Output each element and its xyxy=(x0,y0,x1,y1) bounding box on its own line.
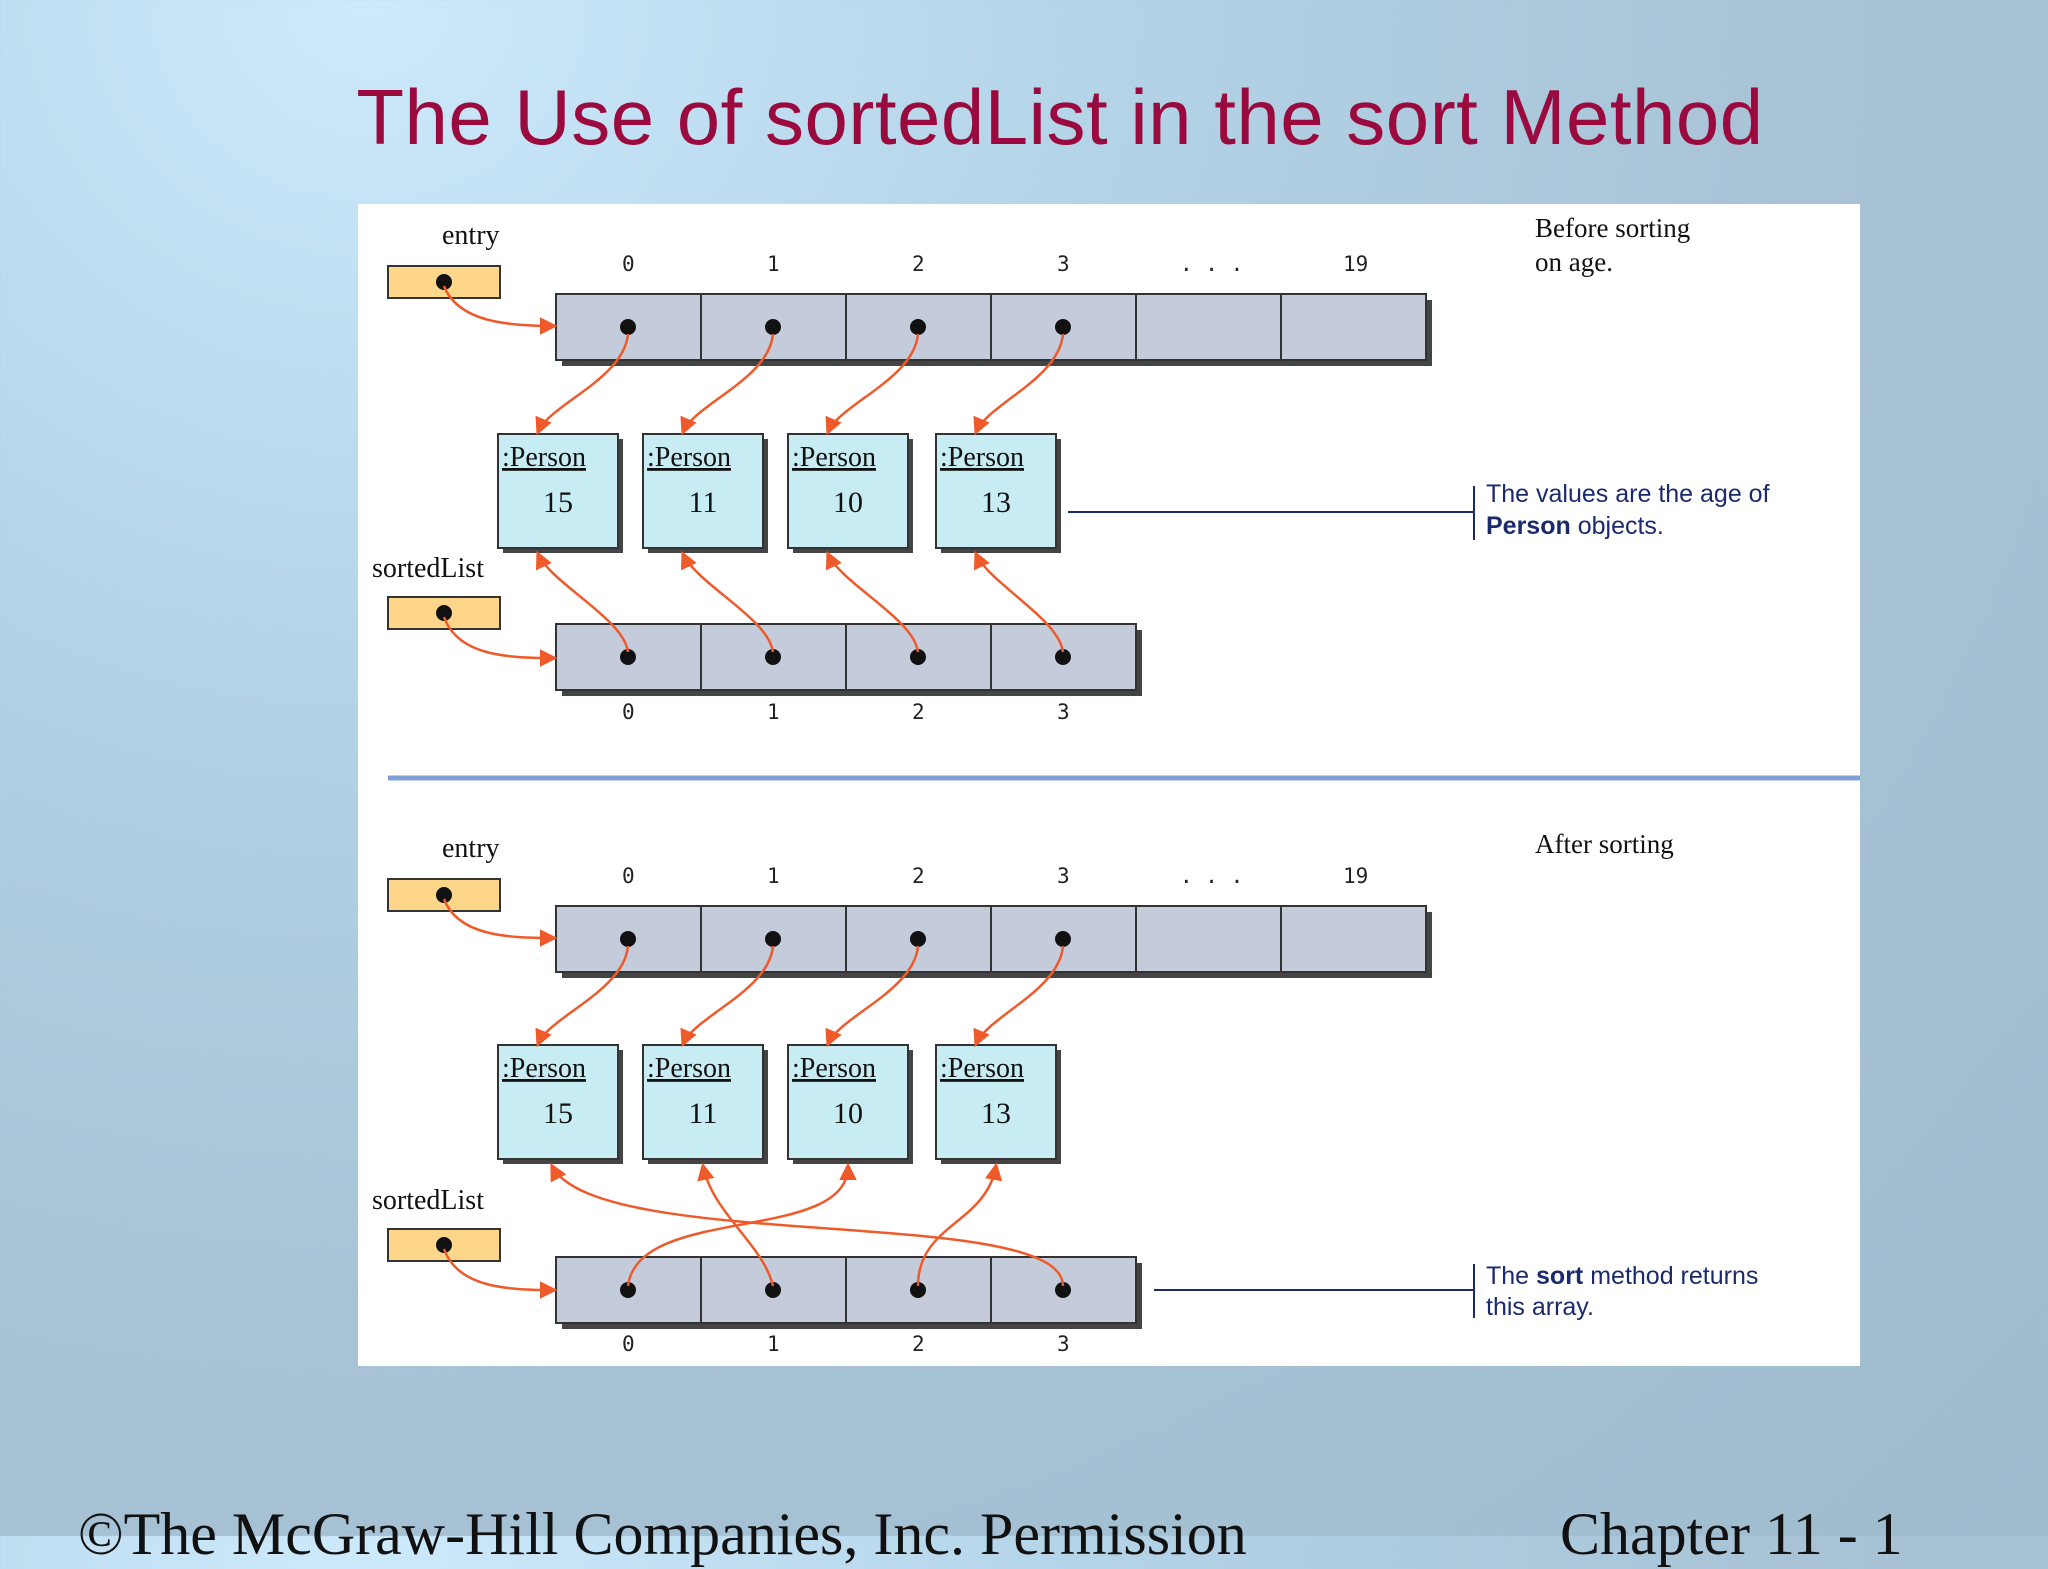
index-label: 0 xyxy=(622,700,635,724)
person-class-label: :Person xyxy=(792,1053,876,1084)
index-label: 1 xyxy=(767,864,780,888)
entry-index-labels xyxy=(622,864,1368,888)
sort-note-post: method returns xyxy=(1583,1262,1759,1290)
person-objects xyxy=(498,434,1061,553)
person-age-value: 15 xyxy=(543,1097,573,1130)
index-label: . . . xyxy=(1180,252,1244,276)
values-note-line1: The values are the age of xyxy=(1486,480,1770,508)
index-label: 0 xyxy=(622,252,635,276)
sort-note-pre: The xyxy=(1486,1262,1537,1290)
entry-array xyxy=(556,906,1432,978)
person-class-label: :Person xyxy=(502,1053,586,1084)
person-class-label: :Person xyxy=(940,1053,1024,1084)
index-label: 2 xyxy=(912,864,925,888)
array-cell xyxy=(1281,906,1426,972)
entry-label: entry xyxy=(442,833,500,864)
index-label: 2 xyxy=(912,1332,925,1356)
sortedlist-array xyxy=(556,624,1142,696)
reference-dot xyxy=(620,319,636,335)
diagram-svg xyxy=(358,204,1860,1366)
before-section xyxy=(372,213,1770,724)
index-label: 1 xyxy=(767,252,780,276)
entry-index-labels xyxy=(622,252,1368,276)
index-label: 3 xyxy=(1057,252,1070,276)
before-heading-line2: on age. xyxy=(1535,247,1613,277)
footer-copyright: ©The McGraw-Hill Companies, Inc. Permission xyxy=(78,1501,1247,1567)
reference-dot xyxy=(765,319,781,335)
person-class-label: :Person xyxy=(502,442,586,473)
sort-note-bold: sort xyxy=(1536,1262,1584,1290)
index-label: 1 xyxy=(767,1332,780,1356)
person-age-value: 10 xyxy=(833,1097,863,1130)
index-label: 3 xyxy=(1057,1332,1070,1356)
person-age-value: 11 xyxy=(688,1097,718,1130)
after-section xyxy=(372,829,1758,1356)
index-label: 0 xyxy=(622,864,635,888)
sortedlist-index-labels xyxy=(622,1332,1070,1356)
sort-note-line2: this array. xyxy=(1486,1293,1594,1321)
person-class-label: :Person xyxy=(647,1053,731,1084)
index-label: 2 xyxy=(912,252,925,276)
person-age-value: 11 xyxy=(688,486,718,519)
index-label: . . . xyxy=(1180,864,1244,888)
person-age-value: 13 xyxy=(981,1097,1011,1130)
sortedlist-label: sortedList xyxy=(372,553,484,584)
person-age-value: 13 xyxy=(981,486,1011,519)
reference-dot xyxy=(620,931,636,947)
reference-dot xyxy=(910,319,926,335)
index-label: 19 xyxy=(1343,252,1369,276)
slide-title: The Use of sortedList in the sort Method xyxy=(356,73,1764,161)
values-note-bold: Person xyxy=(1486,512,1571,540)
person-age-value: 10 xyxy=(833,486,863,519)
sortedlist-label: sortedList xyxy=(372,1185,484,1216)
index-label: 0 xyxy=(622,1332,635,1356)
array-cell xyxy=(1136,294,1281,360)
before-heading-line1: Before sorting xyxy=(1535,213,1691,243)
person-class-label: :Person xyxy=(792,442,876,473)
array-cell xyxy=(1281,294,1426,360)
diagram-panel xyxy=(358,204,1860,1366)
index-label: 1 xyxy=(767,700,780,724)
index-label: 3 xyxy=(1057,700,1070,724)
entry-array xyxy=(556,294,1432,366)
index-label: 2 xyxy=(912,700,925,724)
person-age-value: 15 xyxy=(543,486,573,519)
after-heading: After sorting xyxy=(1535,829,1674,859)
reference-dot xyxy=(1055,931,1071,947)
index-label: 19 xyxy=(1343,864,1369,888)
values-note-line2 xyxy=(1486,512,1664,540)
entry-label: entry xyxy=(442,220,500,251)
sortedlist-index-labels xyxy=(622,700,1070,724)
person-class-label: :Person xyxy=(647,442,731,473)
reference-dot xyxy=(910,931,926,947)
values-note-rest: objects. xyxy=(1570,512,1664,540)
person-objects xyxy=(498,1045,1061,1164)
array-cell xyxy=(1136,906,1281,972)
reference-dot xyxy=(1055,319,1071,335)
footer-chapter: Chapter 11 - 1 xyxy=(1560,1501,1903,1567)
person-class-label: :Person xyxy=(940,442,1024,473)
sort-note-line1 xyxy=(1486,1262,1758,1290)
reference-dot xyxy=(765,931,781,947)
index-label: 3 xyxy=(1057,864,1070,888)
